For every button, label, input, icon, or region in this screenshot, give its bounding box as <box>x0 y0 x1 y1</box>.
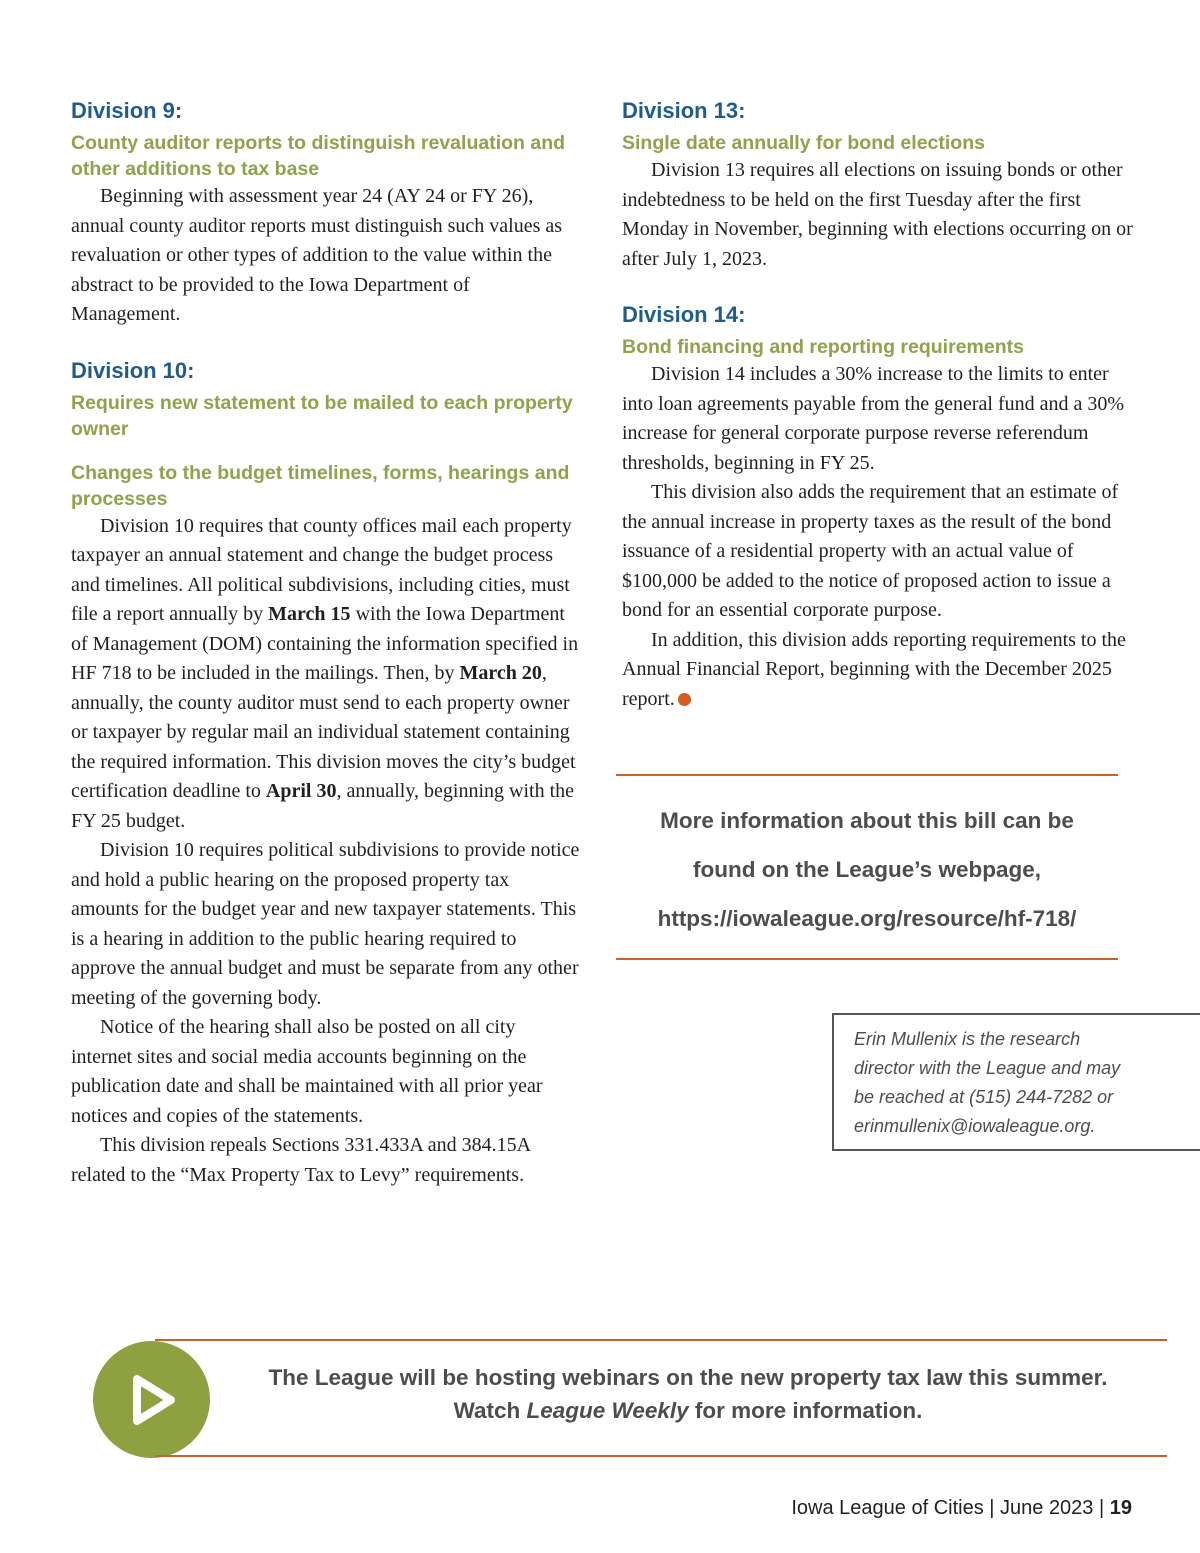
division-10-paragraph-3: Notice of the hearing shall also be posted on all city internet sites and social media accounts beginning on the publication date and shall be maintained with all prior year notices and copies of the statements. <box>71 1016 543 1127</box>
date-march-15: March 15 <box>268 603 351 625</box>
date-april-30: April 30 <box>265 780 337 802</box>
division-9-title: Division 9: <box>71 98 183 123</box>
info-line-2: found on the League’s webpage, <box>693 857 1041 882</box>
footer-publication: Iowa League of Cities | June 2023 | <box>791 1497 1110 1519</box>
author-email[interactable]: erinmullenix@iowaleague.org. <box>854 1116 1096 1136</box>
division-14-paragraph-2: This division also adds the requirement that an estimate of the annual increase in property taxes as the result of the bond issuance of a residential property with an actual value of $100,000 be added to the notice of proposed action to issue a bond for an essential corporate purpose. <box>622 481 1119 621</box>
info-text <box>616 796 1118 943</box>
division-14-title: Division 14: <box>622 302 746 327</box>
info-bottom-rule <box>616 958 1118 960</box>
division-9-subtitle: County auditor reports to distinguish revaluation and other additions to tax base <box>71 132 566 180</box>
webinar-line-1: The League will be hosting webinars on the new property tax law this summer. <box>268 1365 1108 1390</box>
webinar-text <box>243 1361 1133 1427</box>
webinar-top-rule <box>155 1339 1167 1341</box>
author-line-2: director with the League and may <box>854 1058 1121 1078</box>
left-column <box>71 96 581 1190</box>
play-icon[interactable] <box>93 1341 210 1458</box>
division-10-paragraph-1: Division 10 requires that county offices mail each property taxpayer an annual statement and change the budget process and timelines. All political subdivisions, including cities, must file a report annually by March 15 with the Iowa Department of Management (DOM) containing the information specified in HF 718 to be included in the mailings. Then, by March 20, annually, the county auditor must send to each property owner or taxpayer by regular mail an individual statement containing the required information. This division moves the city’s budget certification deadline to April 30, annually, beginning with the FY 25 budget. <box>71 514 579 832</box>
end-of-article-dot <box>678 693 691 706</box>
author-line-3: be reached at (515) 244-7282 or <box>854 1087 1114 1107</box>
league-weekly-title: League Weekly <box>526 1398 689 1423</box>
author-bio-box <box>832 1013 1200 1151</box>
division-10-subtitle-budget: Changes to the budget timelines, forms, hearings and processes <box>71 461 570 510</box>
right-column <box>622 96 1134 714</box>
division-10-subtitle-statement: Requires new statement to be mailed to each property owner <box>71 391 573 440</box>
author-line-1: Erin Mullenix is the research <box>854 1029 1081 1049</box>
webinar-bottom-rule <box>155 1455 1167 1457</box>
date-march-20: March 20 <box>459 662 542 684</box>
page-number: 19 <box>1109 1497 1132 1519</box>
more-info-box <box>616 774 1118 960</box>
division-10-paragraph-2: Division 10 requires political subdivisions to provide notice and hold a public hearing on the proposed property tax amounts for the budget year and new taxpayer statements. This is a hearing in addition to the public hearing required to approve the annual budget and must be separate from any other meeting of the governing body. <box>71 839 580 1009</box>
info-url-link[interactable]: https://iowaleague.org/resource/hf-718/ <box>657 906 1077 931</box>
info-line-1: More information about this bill can be <box>660 808 1074 833</box>
division-10-paragraph-4: This division repeals Sections 331.433A and 384.15A related to the “Max Property Tax to Levy” requirements. <box>71 1134 530 1186</box>
division-13-subtitle: Single date annually for bond elections <box>622 132 985 154</box>
division-14-subtitle: Bond financing and reporting requirements <box>622 336 1024 358</box>
division-10-title: Division 10: <box>71 357 195 383</box>
webinar-banner <box>93 1339 1167 1459</box>
division-13-title: Division 13: <box>622 98 746 123</box>
webinar-line-2: Watch League Weekly for more information. <box>453 1398 923 1423</box>
page-footer <box>791 1497 1132 1520</box>
division-14-paragraph-3: In addition, this division adds reporting requirements to the Annual Financial Report, beginning with the December 2025 report. <box>622 628 1126 710</box>
division-14-paragraph-1: Division 14 includes a 30% increase to the limits to enter into loan agreements payable from the general fund and a 30% increase for general corporate purpose reverse referendum thresholds, beginning in FY 25. <box>622 363 1125 474</box>
division-9-paragraph: Beginning with assessment year 24 (AY 24 or FY 26), annual county auditor reports must distinguish such values as revaluation or other types of addition to the value within the abstract to be provided to the Iowa Department of Management. <box>71 185 563 325</box>
info-top-rule <box>616 774 1118 776</box>
division-13-paragraph: Division 13 requires all elections on issuing bonds or other indebtedness to be held on the first Tuesday after the first Monday in November, beginning with elections occurring on or after July 1, 2023. <box>622 159 1133 270</box>
